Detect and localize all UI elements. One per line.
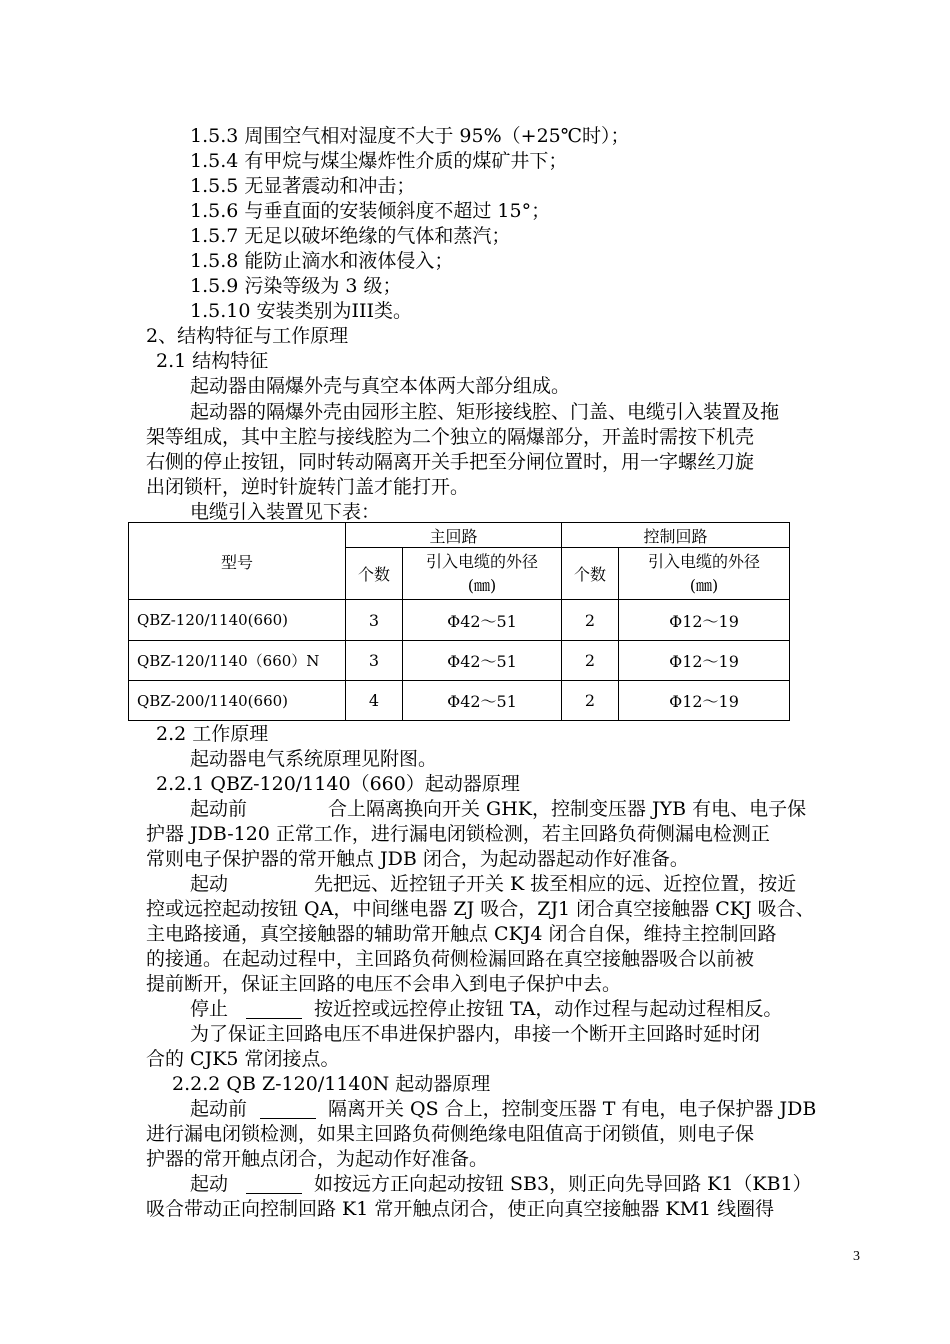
item-1-5-6: 1.5.6 与垂直面的安装倾斜度不超过 15°； [190,200,551,222]
paragraph-line: 先把远、近控钮子开关 K 拔至相应的远、近控位置，按近 [314,873,797,895]
table-cell-main-count: 4 [346,681,403,721]
table-subheader-diameter: 引入电缆的外径 (㎜) [619,548,790,600]
table-cell-control-diameter: Φ12～19 [619,641,790,681]
table-cell-control-diameter: Φ12～19 [619,681,790,721]
section-heading-2: 2、结构特征与工作原理 [146,325,349,347]
table-row [129,641,790,681]
table-header-control-circuit: 控制回路 [562,523,790,548]
table-cell-model: QBZ-120/1140（660）N [129,641,346,681]
table-header-model: 型号 [129,523,346,600]
table-row [129,600,790,641]
blank-underline [246,1193,302,1194]
paragraph-line: 隔离开关 QS 合上，控制变压器 T 有电，电子保护器 JDB [328,1098,817,1120]
table-cell-main-count: 3 [346,641,403,681]
item-1-5-3: 1.5.3 周围空气相对湿度不大于 95%（+25℃时）； [190,125,630,147]
table-cell-model: QBZ-200/1140(660) [129,681,346,721]
blank-underline [260,1118,316,1119]
table-cell-control-diameter: Φ12～19 [619,600,790,641]
cable-entry-table [128,522,790,721]
paragraph-line: 按近控或远控停止按钮 TA，动作过程与起动过程相反。 [314,998,783,1020]
table-cell-control-count: 2 [562,600,619,641]
table-cell-main-diameter: Φ42～51 [403,681,562,721]
table-subheader-count: 个数 [562,548,619,600]
section-heading-2-1: 2.1 结构特征 [156,350,269,372]
paragraph-line: 控或远控起动按钮 QA，中间继电器 ZJ 吸合，ZJ1 闭合真空接触器 CKJ 吸合、 [146,898,815,920]
term-label: 起动 [190,873,229,895]
paragraph-line: 右侧的停止按钮，同时转动隔离开关手把至分闸位置时，用一字螺丝刀旋 [146,451,755,473]
paragraph-line: 为了保证主回路电压不串进保护器内，串接一个断开主回路时延时闭 [190,1023,761,1045]
paragraph-line: 主电路接通，真空接触器的辅助常开触点 CKJ4 闭合自保，维持主控制回路 [146,923,777,945]
paragraph-line: 起动器的隔爆外壳由园形主腔、矩形接线腔、门盖、电缆引入装置及拖 [190,401,780,423]
table-subheader-count: 个数 [346,548,403,600]
paragraph-line: 护器 JDB-120 正常工作，进行漏电闭锁检测，若主回路负荷侧漏电检测正 [146,823,770,845]
table-cell-main-diameter: Φ42～51 [403,600,562,641]
item-1-5-7: 1.5.7 无足以破坏绝缘的气体和蒸汽； [190,225,511,247]
paragraph-line: 提前断开，保证主回路的电压不会串入到电子保护中去。 [146,973,622,995]
paragraph-line: 合上隔离换向开关 GHK，控制变压器 JYB 有电、电子保 [328,798,807,820]
table-row [129,681,790,721]
table-cell-control-count: 2 [562,641,619,681]
paragraph-line: 起动器电气系统原理见附图。 [190,748,438,770]
paragraph-line: 护器的常开触点闭合，为起动作好准备。 [146,1148,489,1170]
table-cell-control-count: 2 [562,681,619,721]
item-1-5-8: 1.5.8 能防止滴水和液体侵入； [190,250,454,272]
paragraph-line: 合的 CJK5 常闭接点。 [146,1048,340,1070]
item-1-5-4: 1.5.4 有甲烷与煤尘爆炸性介质的煤矿井下； [190,150,568,172]
table-cell-model: QBZ-120/1140(660) [129,600,346,641]
table-header-main-circuit: 主回路 [346,523,562,548]
table-cell-main-count: 3 [346,600,403,641]
paragraph-line: 起动器由隔爆外壳与真空本体两大部分组成。 [190,375,571,397]
paragraph-line: 进行漏电闭锁检测，如果主回路负荷侧绝缘电阻值高于闭锁值，则电子保 [146,1123,755,1145]
blank-underline [246,1018,302,1019]
paragraph-line: 的接通。在起动过程中，主回路负荷侧检漏回路在真空接触器吸合以前被 [146,948,755,970]
table-caption: 电缆引入装置见下表： [190,501,381,523]
paragraph-line: 常则电子保护器的常开触点 JDB 闭合，为起动器起动作好准备。 [146,848,689,870]
term-label: 停止 [190,998,229,1020]
paragraph-line: 如按远方正向起动按钮 SB3，则正向先导回路 K1（KB1） [314,1173,812,1195]
page-number: 3 [853,1249,860,1264]
item-1-5-5: 1.5.5 无显著震动和冲击； [190,175,416,197]
term-label: 起动前 [190,798,248,820]
paragraph-line: 出闭锁杆，逆时针旋转门盖才能打开。 [146,476,470,498]
table-cell-main-diameter: Φ42～51 [403,641,562,681]
item-1-5-10: 1.5.10 安装类别为III类。 [190,300,412,322]
paragraph-line: 架等组成，其中主腔与接线腔为二个独立的隔爆部分，开盖时需按下机壳 [146,426,755,448]
section-heading-2-2-1: 2.2.1 QBZ-120/1140（660）起动器原理 [156,773,520,795]
term-label: 起动前 [190,1098,248,1120]
item-1-5-9: 1.5.9 污染等级为 3 级； [190,275,402,297]
table-subheader-diameter: 引入电缆的外径 (㎜) [403,548,562,600]
paragraph-line: 吸合带动正向控制回路 K1 常开触点闭合，使正向真空接触器 KM1 线圈得 [146,1198,775,1220]
section-heading-2-2-2: 2.2.2 QB Z-120/1140N 起动器原理 [172,1073,491,1095]
term-label: 起动 [190,1173,229,1195]
section-heading-2-2: 2.2 工作原理 [156,723,269,745]
